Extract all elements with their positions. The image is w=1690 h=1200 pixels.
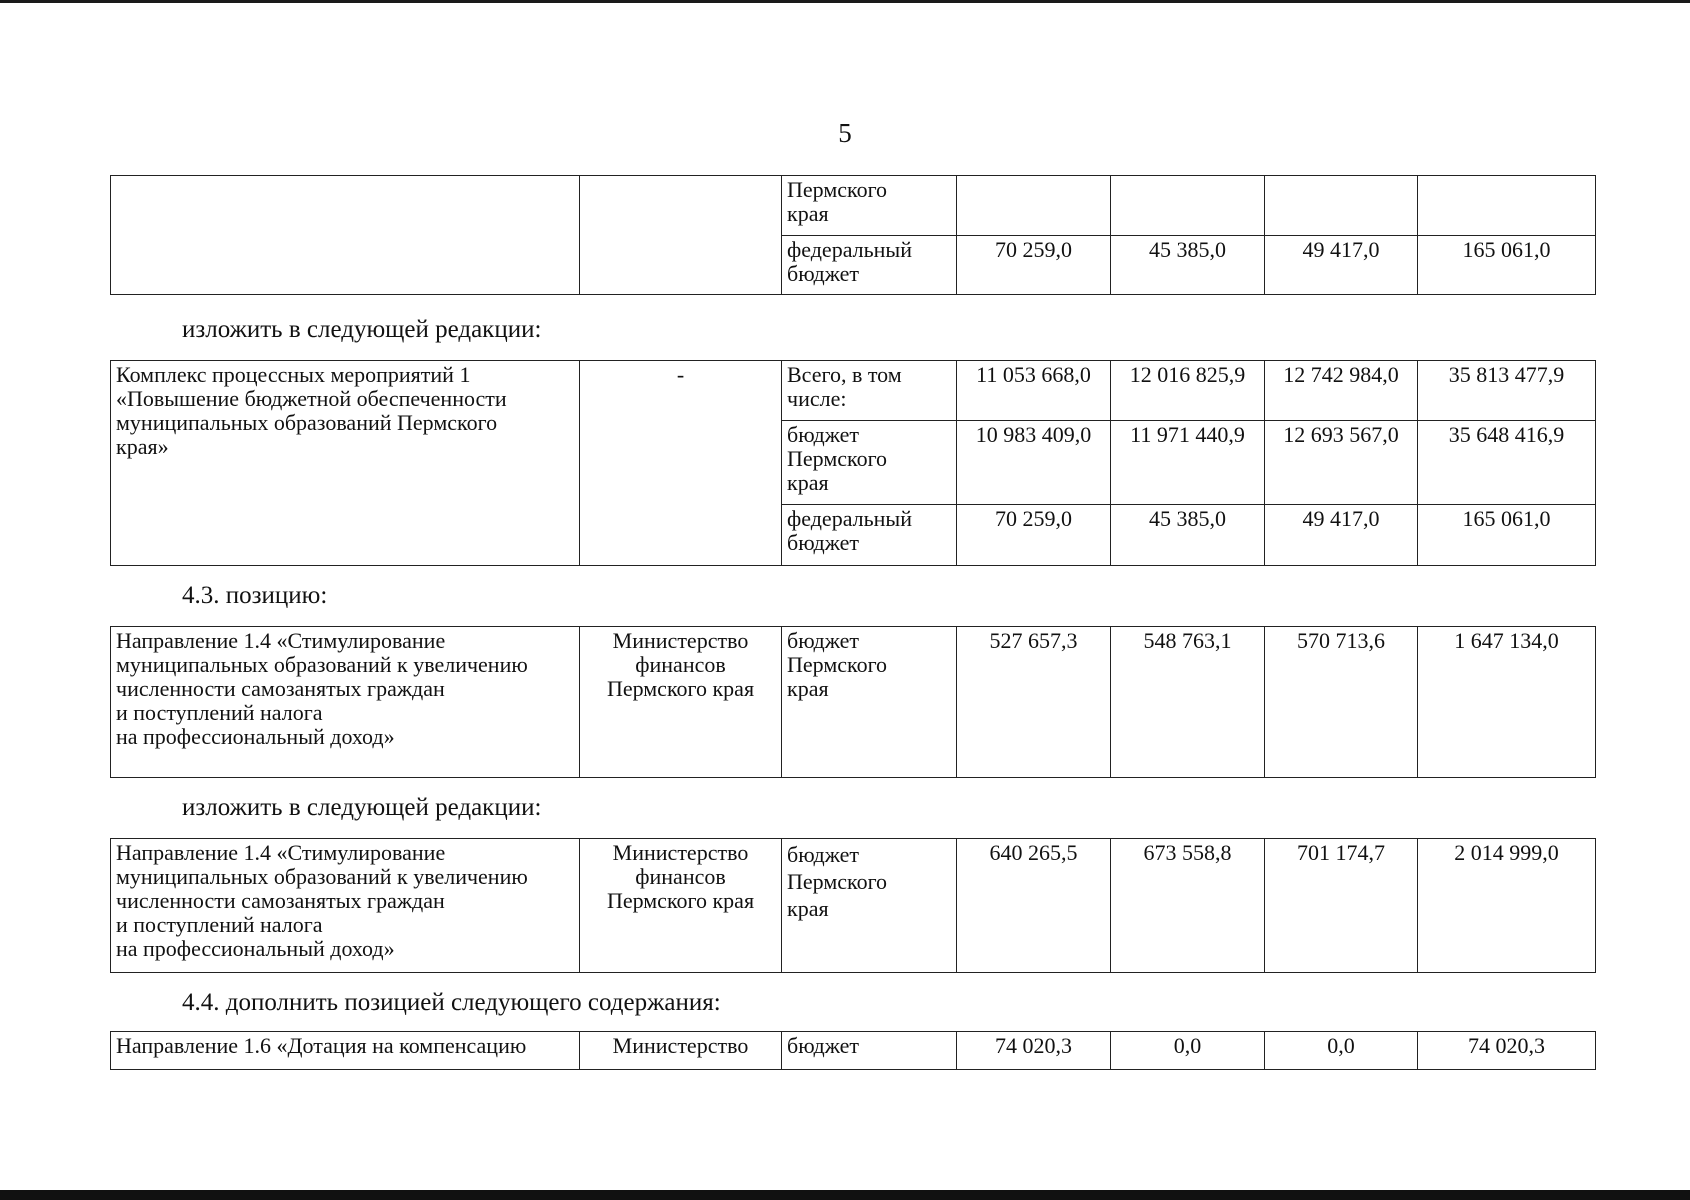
total-cell: 2 014 999,0	[1418, 839, 1596, 973]
table-complex-measures	[110, 360, 1596, 566]
total-cell: 165 061,0	[1418, 236, 1596, 295]
table-row	[111, 1032, 1596, 1070]
page-number: 5	[838, 118, 852, 148]
source-cell: бюджет Пермского края	[782, 839, 957, 973]
page-bottom-edge	[0, 1190, 1690, 1200]
executor-cell: -	[580, 361, 782, 566]
executor-cell: Министерство	[580, 1032, 782, 1070]
total-cell: 35 813 477,9	[1418, 361, 1596, 421]
value-cell: 12 016 825,9	[1111, 361, 1265, 421]
value-cell: 45 385,0	[1111, 236, 1265, 295]
table-row	[111, 176, 1596, 236]
table-continuation	[110, 175, 1596, 295]
total-cell: 1 647 134,0	[1418, 627, 1596, 778]
table-direction-1-4-new	[110, 838, 1596, 973]
value-cell: 673 558,8	[1111, 839, 1265, 973]
value-cell: 11 053 668,0	[957, 361, 1111, 421]
value-cell: 49 417,0	[1265, 236, 1418, 295]
value-cell: 49 417,0	[1265, 505, 1418, 566]
value-cell: 0,0	[1265, 1032, 1418, 1070]
executor-cell: Министерство финансов Пермского края	[580, 839, 782, 973]
value-cell	[957, 176, 1111, 236]
table-row	[111, 361, 1596, 421]
table-direction-1-6	[110, 1031, 1596, 1070]
source-cell: бюджет Пермского края	[782, 421, 957, 505]
source-cell: федеральный бюджет	[782, 505, 957, 566]
total-cell	[1418, 176, 1596, 236]
value-cell: 45 385,0	[1111, 505, 1265, 566]
value-cell: 12 742 984,0	[1265, 361, 1418, 421]
value-cell: 74 020,3	[957, 1032, 1111, 1070]
executor-cell: Министерство финансов Пермского края	[580, 627, 782, 778]
value-cell: 70 259,0	[957, 236, 1111, 295]
page-top-edge	[0, 0, 1690, 3]
source-cell: федеральный бюджет	[782, 236, 957, 295]
value-cell	[1265, 176, 1418, 236]
paragraph-position-4-3: 4.3. позицию:	[182, 582, 328, 609]
name-cell: Направление 1.6 «Дотация на компенсацию	[111, 1032, 580, 1070]
paragraph-amend-2: изложить в следующей редакции:	[182, 794, 542, 821]
source-cell: бюджет	[782, 1032, 957, 1070]
value-cell: 70 259,0	[957, 505, 1111, 566]
value-cell: 548 763,1	[1111, 627, 1265, 778]
name-cell	[111, 176, 580, 295]
executor-cell	[580, 176, 782, 295]
value-cell	[1111, 176, 1265, 236]
table-direction-1-4-old	[110, 626, 1596, 778]
table-row	[111, 627, 1596, 778]
source-cell: Пермского края	[782, 176, 957, 236]
total-cell: 35 648 416,9	[1418, 421, 1596, 505]
name-cell: Направление 1.4 «Стимулирование муниципальных образований к увеличению численности самозанятых граждан и поступлений налога на профессиональный доход»	[111, 627, 580, 778]
value-cell: 10 983 409,0	[957, 421, 1111, 505]
source-cell: Всего, в том числе:	[782, 361, 957, 421]
value-cell: 12 693 567,0	[1265, 421, 1418, 505]
value-cell: 570 713,6	[1265, 627, 1418, 778]
value-cell: 527 657,3	[957, 627, 1111, 778]
total-cell: 165 061,0	[1418, 505, 1596, 566]
value-cell: 640 265,5	[957, 839, 1111, 973]
value-cell: 11 971 440,9	[1111, 421, 1265, 505]
paragraph-amend-1: изложить в следующей редакции:	[182, 316, 542, 343]
name-cell: Комплекс процессных мероприятий 1 «Повышение бюджетной обеспеченности муниципальных образований Пермского края»	[111, 361, 580, 566]
value-cell: 0,0	[1111, 1032, 1265, 1070]
source-cell: бюджет Пермского края	[782, 627, 957, 778]
paragraph-position-4-4: 4.4. дополнить позицией следующего содержания:	[182, 989, 721, 1016]
total-cell: 74 020,3	[1418, 1032, 1596, 1070]
name-cell: Направление 1.4 «Стимулирование муниципальных образований к увеличению численности самозанятых граждан и поступлений налога на профессиональный доход»	[111, 839, 580, 973]
table-row	[111, 839, 1596, 973]
value-cell: 701 174,7	[1265, 839, 1418, 973]
